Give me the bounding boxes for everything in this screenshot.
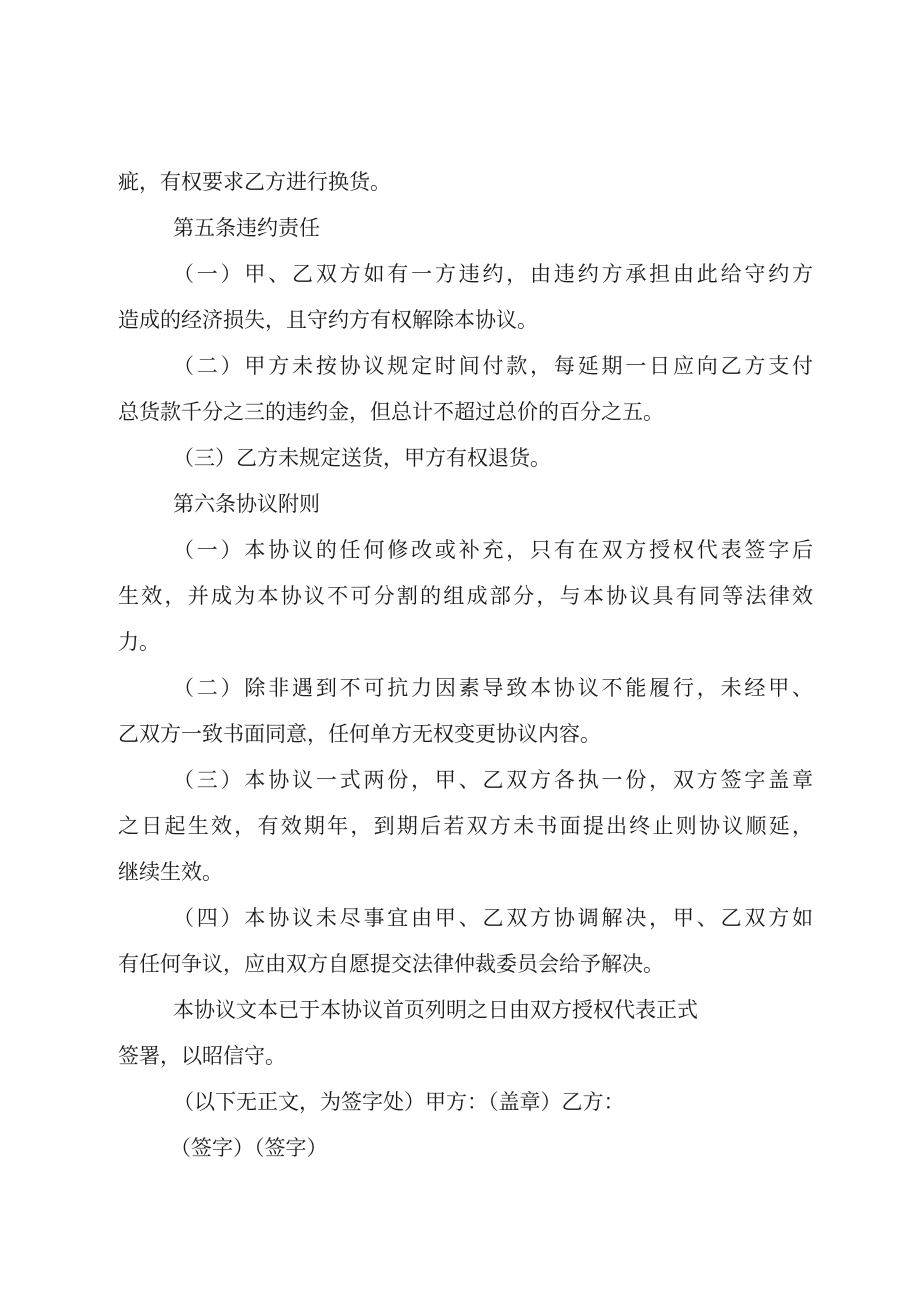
paragraph-line: （二）除非遇到不可抗力因素导致本协议不能履行，未经甲、	[173, 676, 813, 700]
paragraph-line: 乙双方一致书面同意，任何单方无权变更协议内容。	[118, 722, 601, 746]
signature-line: （签字）（签字）	[170, 1136, 328, 1160]
paragraph-line: （三）乙方未规定送货，甲方有权退货。	[173, 446, 551, 470]
paragraph-line: （一）甲、乙双方如有一方违约，由违约方承担由此给守约方	[173, 262, 813, 286]
paragraph-line: （四）本协议未尽事宜由甲、乙双方协调解决，甲、乙双方如	[173, 906, 813, 930]
paragraph-line: （三）本协议一式两份，甲、乙双方各执一份，双方签字盖章	[173, 768, 813, 792]
article-heading: 第六条协议附则	[173, 492, 320, 516]
paragraph-line: （一）本协议的任何修改或补充，只有在双方授权代表签字后	[173, 538, 813, 562]
article-heading: 第五条违约责任	[173, 216, 320, 240]
paragraph-line: 生效，并成为本协议不可分割的组成部分，与本协议具有同等法律效	[118, 584, 813, 608]
paragraph-line: 之日起生效，有效期年，到期后若双方未书面提出终止则协议顺延，	[118, 814, 813, 838]
paragraph-line: 本协议文本已于本协议首页列明之日由双方授权代表正式	[173, 998, 698, 1022]
paragraph-line: 力。	[118, 630, 160, 654]
paragraph-line: 总货款千分之三的违约金，但总计不超过总价的百分之五。	[118, 400, 664, 424]
paragraph-line: 继续生效。	[118, 860, 223, 884]
paragraph-line: 造成的经济损失，且守约方有权解除本协议。	[118, 308, 538, 332]
paragraph-line: 疵，有权要求乙方进行换货。	[118, 170, 391, 194]
paragraph-line: （二）甲方未按协议规定时间付款，每延期一日应向乙方支付	[173, 354, 813, 378]
signature-caption: （以下无正文，为签字处）甲方：（盖章）乙方：	[173, 1090, 625, 1114]
paragraph-line: 有任何争议，应由双方自愿提交法律仲裁委员会给予解决。	[118, 952, 664, 976]
paragraph-line: 签署，以昭信守。	[118, 1044, 286, 1068]
